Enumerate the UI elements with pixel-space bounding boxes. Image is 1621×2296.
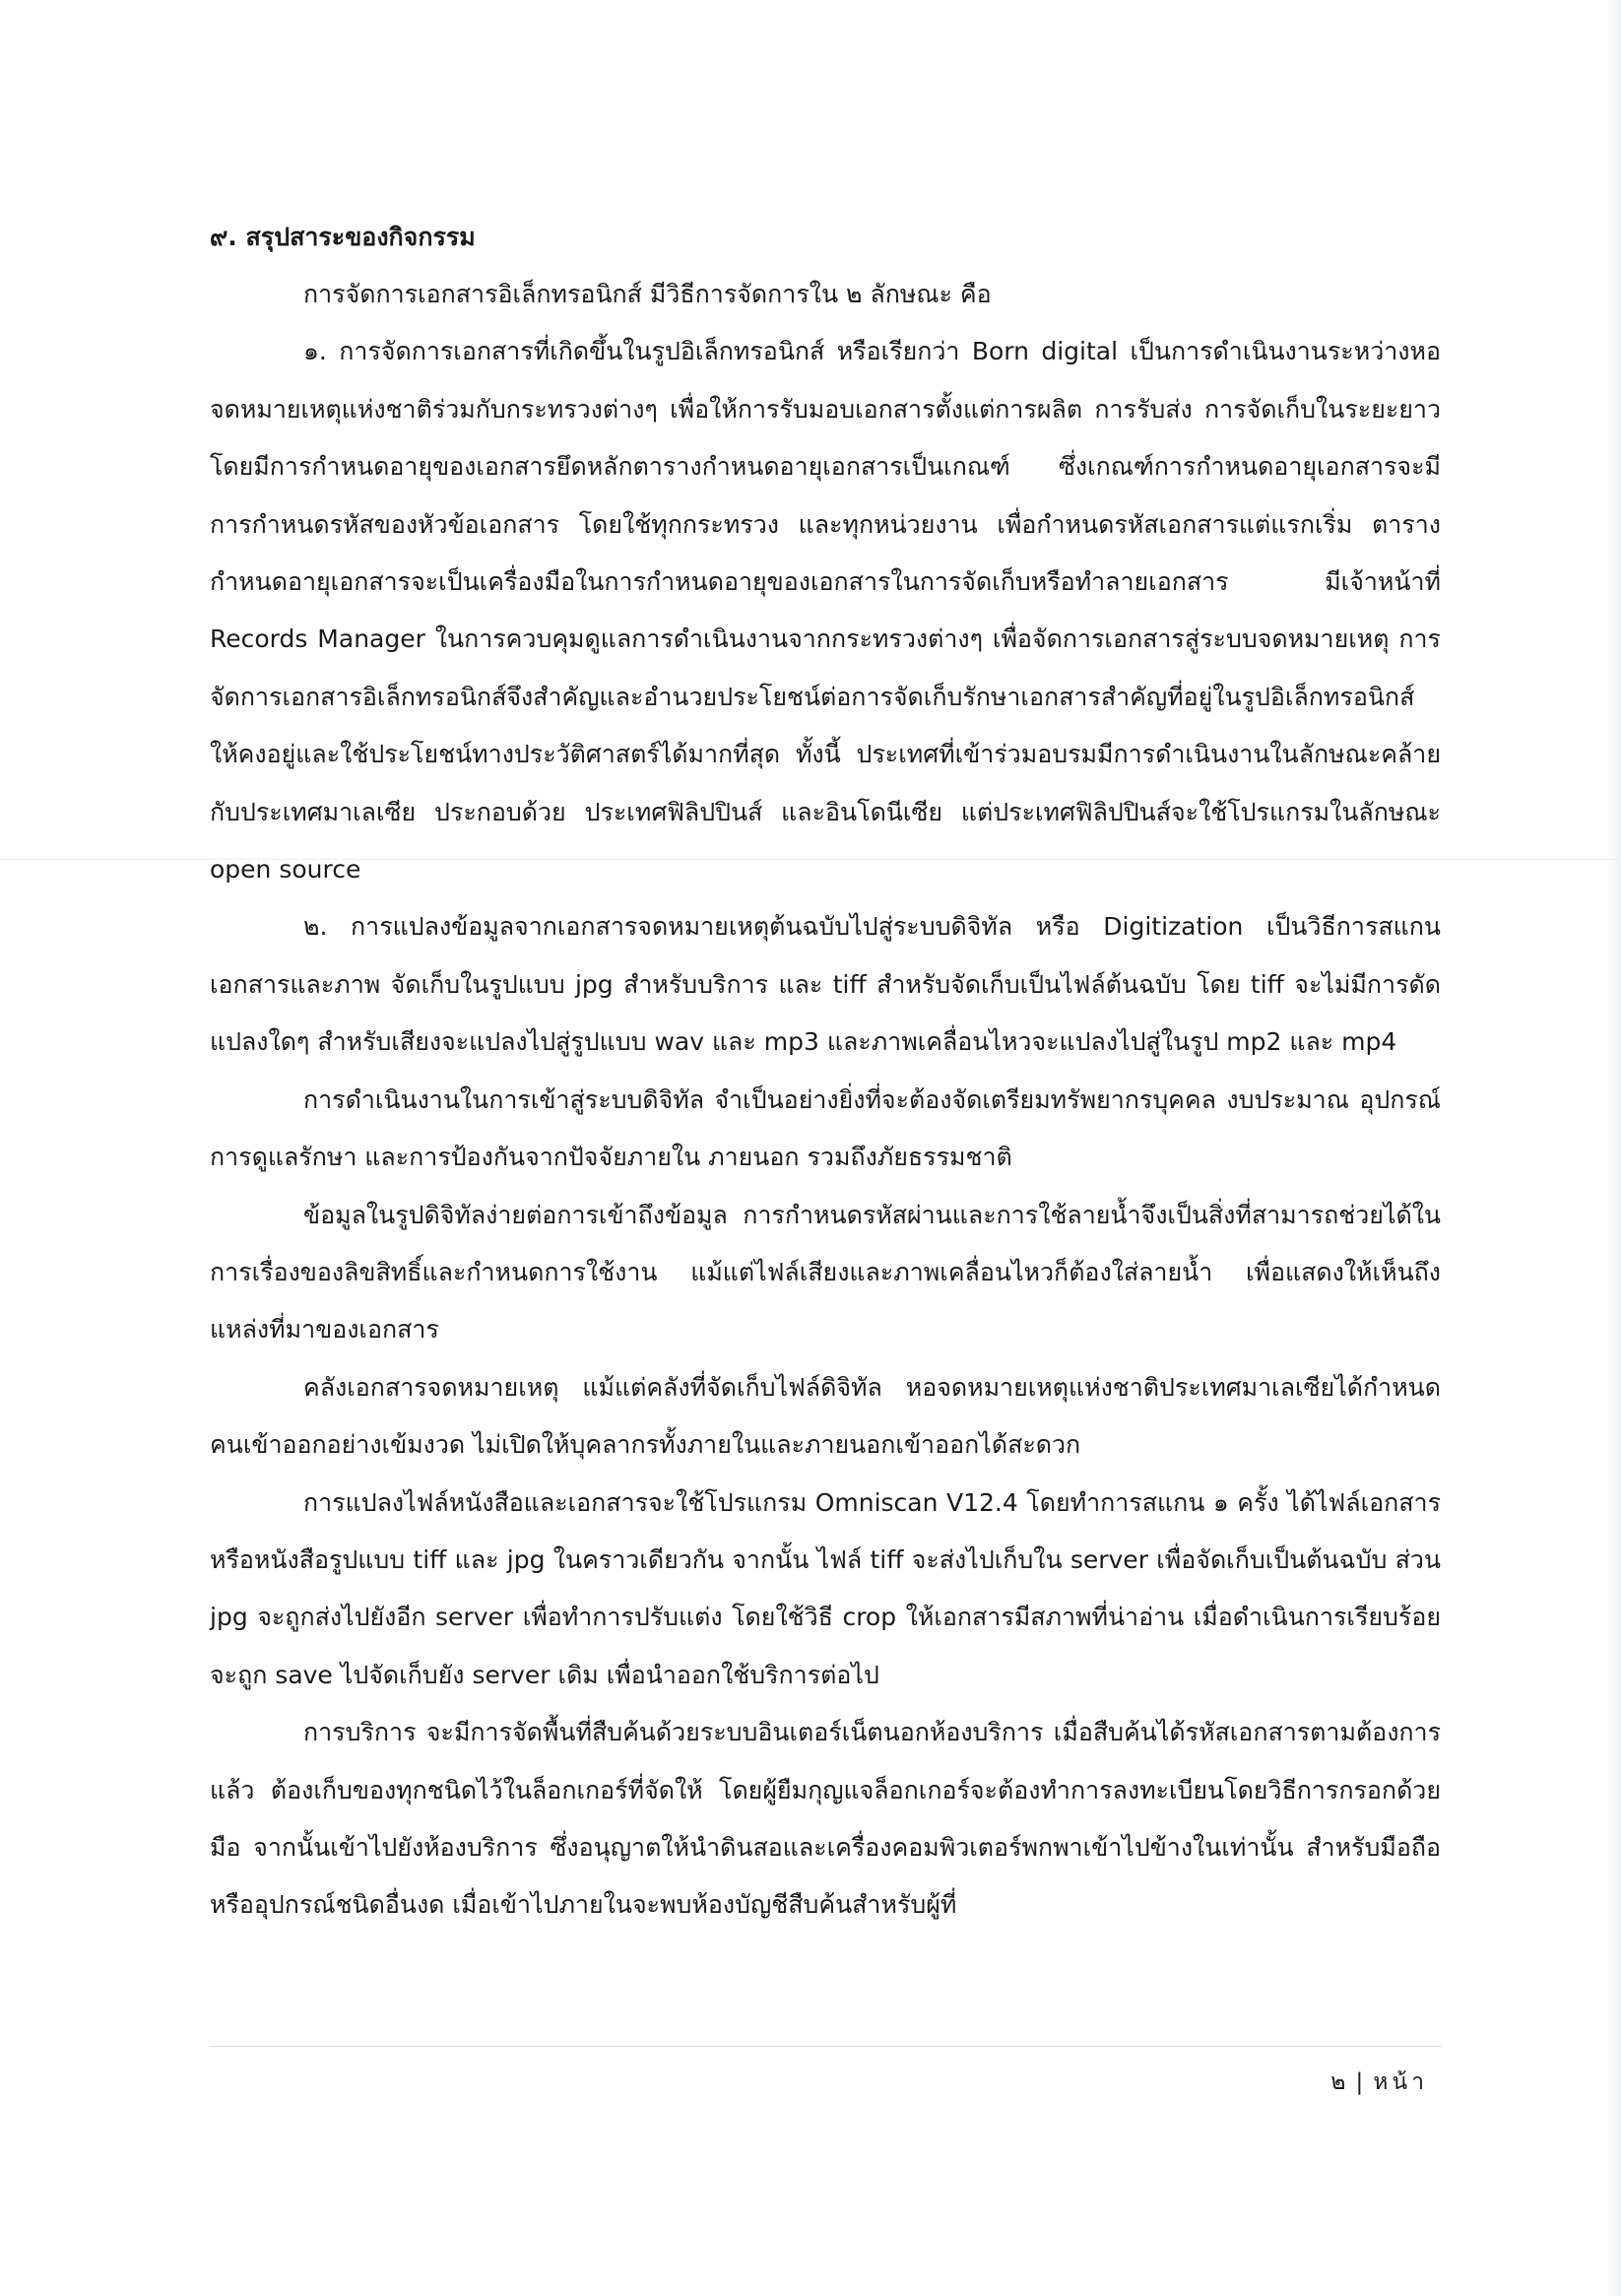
- document-body: [210, 209, 1441, 1935]
- paragraph-omniscan: การแปลงไฟล์หนังสือและเอกสารจะใช้โปรแกรม Omniscan V12.4 โดยทำการสแกน ๑ ครั้ง ได้ไฟล์เอกสารหรือหนังสือรูปแบบ tiff และ jpg ในคราวเดียวกัน จากนั้น ไฟล์ tiff จะส่งไปเก็บใน server เพื่อจัดเก็บเป็นต้นฉบับ ส่วน jpg จะถูกส่งไปยังอีก server เพื่อทำการปรับแต่ง โดยใช้วิธี crop ให้เอกสารมีสภาพที่น่าอ่าน เมื่อดำเนินการเรียบร้อยจะถูก save ไปจัดเก็บยัง server เดิม เพื่อนำออกใช้บริการต่อไป: [210, 1487, 1441, 1689]
- paragraph-intro: การจัดการเอกสารอิเล็กทรอนิกส์ มีวิธีการจัดการใน ๒ ลักษณะ คือ: [303, 280, 992, 308]
- page-number: ๒: [1330, 2069, 1350, 2095]
- paragraph-watermark: ข้อมูลในรูปดิจิทัลง่ายต่อการเข้าถึงข้อมูล การกำหนดรหัสผ่านและการใช้ลายน้ำจึงเป็นสิ่งที่สามารถช่วยได้ในการเรื่องของลิขสิทธิ์และกำหนดการใช้งาน แม้แต่ไฟล์เสียงและภาพเคลื่อนไหวก็ต้องใส่ลายน้ำ เพื่อแสดงให้เห็นถึงแหล่งที่มาของเอกสาร: [210, 1200, 1441, 1345]
- page-footer: [1330, 2065, 1428, 2100]
- footer-separator: |: [1355, 2069, 1368, 2095]
- paragraph-digitization: ๒. การแปลงข้อมูลจากเอกสารจดหมายเหตุต้นฉบับไปสู่ระบบดิจิทัล หรือ Digitization เป็นวิธีการสแกนเอกสารและภาพ จัดเก็บในรูปแบบ jpg สำหรับบริการ และ tiff สำหรับจัดเก็บเป็นไฟล์ต้นฉบับ โดย tiff จะไม่มีการดัดแปลงใดๆ สำหรับเสียงจะแปลงไปสู่รูปแบบ wav และ mp3 และภาพเคลื่อนไหวจะแปลงไปสู่ในรูป mp2 และ mp4: [210, 912, 1441, 1057]
- paragraph-born-digital: ๑. การจัดการเอกสารที่เกิดขึ้นในรูปอิเล็กทรอนิกส์ หรือเรียกว่า Born digital เป็นการดำเนินงานระหว่างหอจดหมายเหตุแห่งชาติร่วมกับกระทรวงต่างๆ เพื่อให้การรับมอบเอกสารตั้งแต่การผลิต การรับส่ง การจัดเก็บในระยะยาว โดยมีการกำหนดอายุของเอกสารยึดหลักตารางกำหนดอายุเอกสารเป็นเกณฑ์ ซึ่งเกณฑ์การกำหนดอายุเอกสารจะมีการกำหนดรหัสของหัวข้อเอกสาร โดยใช้ทุกกระทรวง และทุกหน่วยงาน เพื่อกำหนดรหัสเอกสารแต่แรกเริ่ม ตารางกำหนดอายุเอกสารจะเป็นเครื่องมือในการกำหนดอายุของเอกสารในการจัดเก็บหรือทำลายเอกสาร มีเจ้าหน้าที่ Records Manager ในการควบคุมดูแลการดำเนินงานจากกระทรวงต่างๆ เพื่อจัดการเอกสารสู่ระบบจดหมายเหตุ การจัดการเอกสารอิเล็กทรอนิกส์จึงสำคัญและอำนวยประโยชน์ต่อการจัดเก็บรักษาเอกสารสำคัญที่อยู่ในรูปอิเล็กทรอนิกส์ให้คงอยู่และใช้ประโยชน์ทางประวัติศาสตร์ได้มากที่สุด ทั้งนี้ ประเทศที่เข้าร่วมอบรมมีการดำเนินงานในลักษณะคล้ายกับประเทศมาเลเซีย ประกอบด้วย ประเทศฟิลิปปินส์ และอินโดนีเซีย แต่ประเทศฟิลิปปินส์จะใช้โปรแกรมในลักษณะ open source: [210, 337, 1441, 885]
- page-edge-shadow: [1607, 0, 1621, 2296]
- page-label: หน้า: [1373, 2069, 1428, 2095]
- section-heading: ๙. สรุปสาระของกิจกรรม: [210, 223, 476, 251]
- paragraph-archive-access: คลังเอกสารจดหมายเหตุ แม้แต่คลังที่จัดเก็บไฟล์ดิจิทัล หอจดหมายเหตุแห่งชาติประเทศมาเลเซียได้กำหนดคนเข้าออกอย่างเข้มงวด ไม่เปิดให้บุคลากรทั้งภายในและภายนอกเข้าออกได้สะดวก: [210, 1372, 1441, 1460]
- paragraph-service: การบริการ จะมีการจัดพื้นที่สืบค้นด้วยระบบอินเตอร์เน็ตนอกห้องบริการ เมื่อสืบค้นได้รหัสเอกสารตามต้องการแล้ว ต้องเก็บของทุกชนิดไว้ในล็อกเกอร์ที่จัดให้ โดยผู้ยืมกุญแจล็อกเกอร์จะต้องทำการลงทะเบียนโดยวิธีการกรอกด้วยมือ จากนั้นเข้าไปยังห้องบริการ ซึ่งอนุญาตให้นำดินสอและเครื่องคอมพิวเตอร์พกพาเข้าไปข้างในเท่านั้น สำหรับมือถือหรืออุปกรณ์ชนิดอื่นงด เมื่อเข้าไปภายในจะพบห้องบัญชีสืบค้นสำหรับผู้ที่: [210, 1718, 1441, 1920]
- paragraph-resources: การดำเนินงานในการเข้าสู่ระบบดิจิทัล จำเป็นอย่างยิ่งที่จะต้องจัดเตรียมทรัพยากรบุคคล งบประมาณ อุปกรณ์ การดูแลรักษา และการป้องกันจากปัจจัยภายใน ภายนอก รวมถึงภัยธรรมชาติ: [210, 1084, 1441, 1172]
- footer-divider: [210, 2046, 1441, 2047]
